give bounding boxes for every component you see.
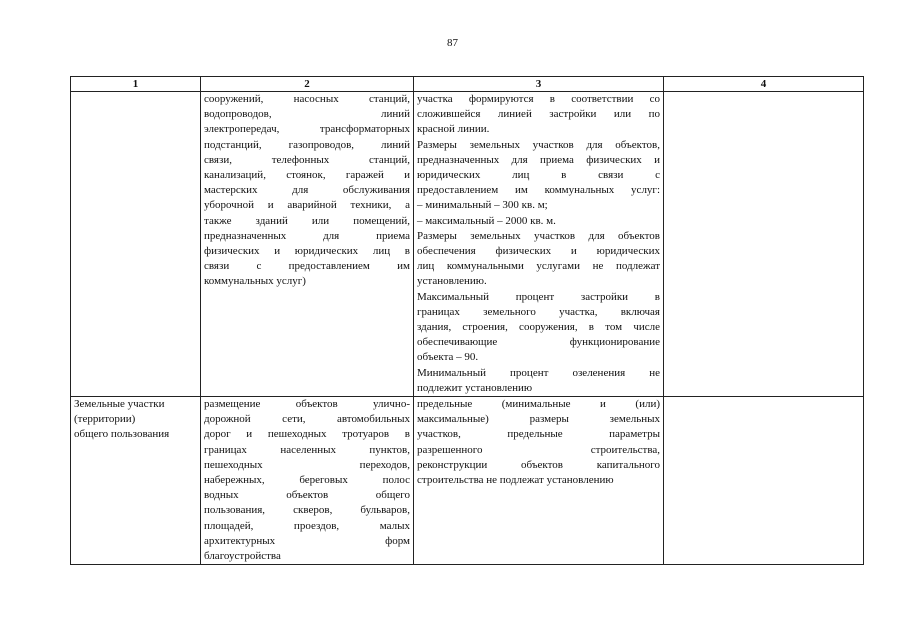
column-header-4: 4: [664, 77, 864, 92]
cell-text-line: канализаций, стоянок, гаражей и: [204, 169, 410, 182]
cell-text-line: установлению.: [417, 275, 487, 288]
cell-text-line: набережных, береговых полос: [204, 474, 410, 487]
cell-text-line: границах населенных пунктов,: [204, 443, 410, 456]
cell-text-line: Максимальный процент застройки в: [417, 290, 660, 303]
cell-text-line: границах земельного участка, включая: [417, 305, 660, 318]
page-number: 87: [447, 37, 458, 49]
row-1-col-4: [664, 92, 864, 397]
table-row: [71, 92, 864, 397]
cell-text-line: здания, строения, сооружения, в том числе: [417, 321, 660, 334]
cell-text-line: водопроводов, линий: [204, 108, 410, 121]
cell-text-line: Земельные участки: [74, 398, 165, 411]
row-1-col-1: [71, 92, 201, 397]
row-1-col-3: [414, 92, 664, 397]
cell-text-line: размещение объектов улично-: [204, 398, 410, 411]
cell-text-line: Размеры земельных участков для объектов,: [417, 138, 660, 151]
cell-text-line: площадей, проездов, малых: [204, 519, 410, 532]
cell-text-line: красной линии.: [417, 123, 490, 136]
column-header-2: 2: [201, 77, 414, 92]
cell-text-line: разрешенного строительства,: [417, 443, 660, 456]
cell-text-line: предоставлением им коммунальных услуг:: [417, 184, 660, 197]
cell-text-line: дорог и пешеходных тротуаров в: [204, 428, 410, 441]
cell-text-line: сложившейся линией застройки или по: [417, 108, 660, 121]
cell-text-line: подлежит установлению: [417, 381, 533, 394]
cell-text-line: предельные (минимальные и (или): [417, 398, 660, 411]
cell-text-line: (территории): [74, 413, 136, 426]
cell-text-line: подстанций, газопроводов, линий: [204, 138, 410, 151]
cell-text-line: коммунальных услуг): [204, 275, 306, 288]
zoning-table: [70, 76, 864, 565]
cell-text-line: юридических лиц в связи с: [417, 169, 660, 182]
row-1-col-2: [201, 92, 414, 397]
cell-text-line: обеспечения физических и юридических: [417, 245, 660, 258]
row-2-col-3: [414, 397, 664, 565]
cell-text-line: архитектурных форм: [204, 534, 410, 547]
cell-text-line: – максимальный – 2000 кв. м.: [417, 214, 556, 227]
cell-text-line: строительства не подлежат установлению: [417, 474, 614, 487]
cell-text-line: реконструкции объектов капитального: [417, 458, 660, 471]
cell-text-line: связи, телефонных станций,: [204, 153, 410, 166]
cell-text-line: общего пользования: [74, 428, 170, 441]
cell-text-line: сооружений, насосных станций,: [204, 93, 410, 105]
cell-text-line: дорожной сети, автомобильных: [204, 413, 410, 426]
cell-text-line: уборочной и аварийной техники, а: [204, 199, 410, 212]
cell-text-line: – минимальный – 300 кв. м;: [417, 199, 548, 212]
cell-text-line: электропередач, трансформаторных: [204, 123, 410, 136]
cell-text-line: Минимальный процент озеленения не: [417, 366, 660, 379]
row-2-col-1: [71, 397, 201, 565]
cell-text-line: пешеходных переходов,: [204, 458, 410, 471]
cell-text-line: пользования, скверов, бульваров,: [204, 504, 410, 517]
cell-text-line: предназначенных для приема физических и: [417, 153, 660, 166]
cell-text-line: физических и юридических лиц в: [204, 245, 410, 258]
cell-text-line: Размеры земельных участков для объектов: [417, 229, 660, 242]
row-2-col-4: [664, 397, 864, 565]
cell-text-line: объекта – 90.: [417, 351, 479, 364]
row-2-col-2: [201, 397, 414, 565]
cell-text-line: благоустройства: [204, 550, 281, 563]
cell-text-line: лиц коммунальными услугами не подлежат: [417, 260, 660, 273]
column-header-3: 3: [414, 77, 664, 92]
table-header-row: [71, 77, 864, 92]
cell-text-line: связи с предоставлением им: [204, 260, 410, 273]
table-row: [71, 397, 864, 565]
cell-text-line: участка формируются в соответствии со: [417, 93, 660, 105]
cell-text-line: максимальные) размеры земельных: [417, 413, 660, 426]
cell-text-line: водных объектов общего: [204, 489, 410, 502]
cell-text-line: мастерских для обслуживания: [204, 184, 410, 197]
cell-text-line: также зданий или помещений,: [204, 214, 410, 227]
column-header-1: 1: [71, 77, 201, 92]
cell-text-line: участков, предельные параметры: [417, 428, 660, 441]
cell-text-line: предназначенных для приема: [204, 229, 410, 242]
cell-text-line: обеспечивающие функционирование: [417, 336, 660, 349]
